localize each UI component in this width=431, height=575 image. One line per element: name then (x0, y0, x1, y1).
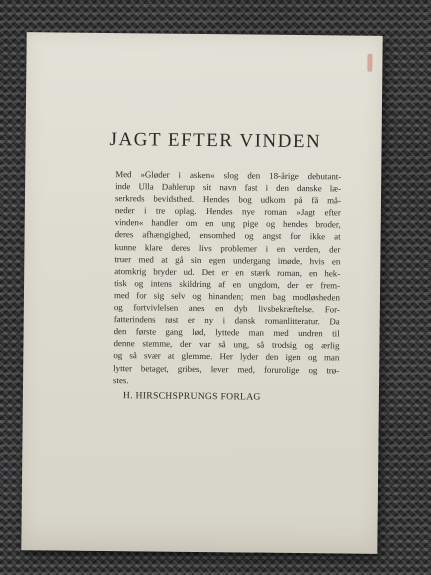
blurb-line: neder i tre oplag. Hendes nye roman »Jagt efter (114, 205, 341, 218)
publisher-name: H. HIRSCHSPRUNGS FORLAG (122, 390, 261, 403)
blurb-line: denne stemme, der var så ung, så trodsig og ærlig (113, 338, 340, 351)
blurb-line: stes. (113, 374, 129, 385)
blurb-line: serkreds bevidsthed. Hendes bog udkom på få må- (114, 193, 342, 206)
book-title: JAGT EFTER VINDEN (109, 129, 322, 153)
blurb-line: Med »Gløder i asken« slog den 18-årige debutant- (115, 169, 342, 182)
blurb-line: deres afhængighed, ensomhed og angst for ikke at (114, 229, 341, 242)
blurb-line: den første gang lød, lyttede man med undren til (113, 326, 340, 339)
blurb-line: og fortvivlelsen anes en dyb livsbekræftelse. For- (113, 302, 340, 315)
blurb-line: tisk og intens skildring af en ungdom, der er frem- (114, 277, 341, 291)
blurb-line: vinden« handler om en ung pige og hendes broder, (114, 217, 341, 230)
blurb-line: lytter betaget, gribes, lever med, forurolige og trø- (113, 362, 340, 375)
blurb-line: atomkrig bryder ud. Det er en stærk roman, en hek- (114, 265, 341, 279)
blurb-line: og så svær at glemme. Her lyder den igen og man (113, 350, 340, 363)
blurb-text (113, 168, 341, 388)
blurb-line: fatterindens røst er ny i dansk romanlitteratur. Da (113, 314, 340, 327)
blurb-line: truer med at gå sin egen undergang imøde, hvis en (114, 253, 341, 267)
book-back-cover (21, 32, 382, 554)
blurb-line: kunne klare deres livs problemer i en verden, der (114, 241, 341, 255)
blurb-line: inde Ulla Dahlerup sit navn fast i den danske læ- (115, 181, 342, 194)
blurb-line: med for sig selv og hinanden; men bag modløsheden (113, 290, 341, 303)
